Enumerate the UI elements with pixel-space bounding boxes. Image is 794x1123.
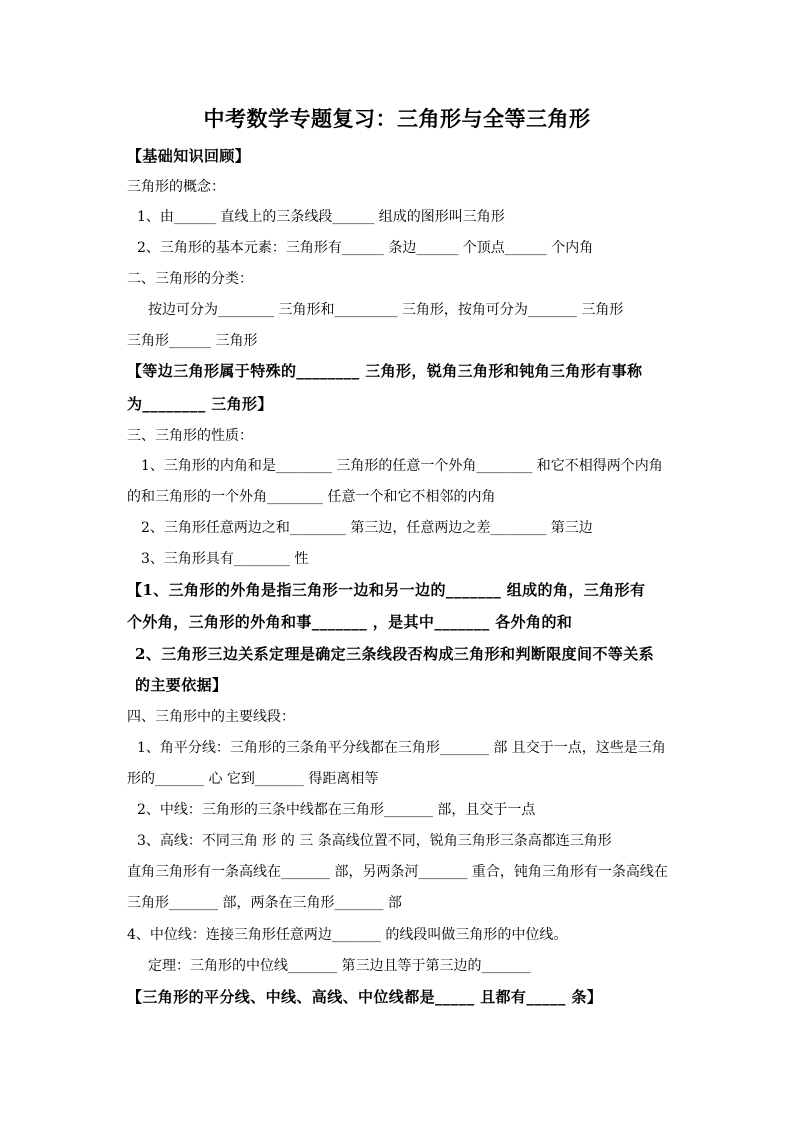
- text-line: 1、角平分线：三角形的三条角平分线都在三角形_______ 部 且交于一点，这些是三角: [137, 740, 666, 756]
- text-line: 4、中位线：连接三角形任意两边_______ 的线段叫做三角形的中位线。: [127, 927, 568, 943]
- text-line: 1、三角形的内角和是________ 三角形的任意一个外角________ 和它不相得两个内角: [141, 458, 663, 474]
- note-line: 【等边三角形属于特殊的________ 三角形，锐角三角形和钝角三角形有事称: [127, 362, 643, 380]
- note-line: 个外角，三角形的外角和事_______ ，是其中_______ 各外角的和: [127, 613, 573, 631]
- text-line: 3、高线：不同三角 形 的 三 条高线位置不同，锐角三角形三条高都连三角形: [137, 833, 612, 849]
- text-line: 2、中线：三角形的三条中线都在三角形_______ 部，且交于一点: [137, 802, 536, 818]
- text-line: 三角形______ 三角形: [127, 333, 258, 349]
- text-line: 1、由______ 直线上的三条线段______ 组成的图形叫三角形: [137, 209, 505, 225]
- text-line: 2、三角形的基本元素：三角形有______ 条边______ 个顶点______ 个内角: [137, 240, 594, 256]
- text-line: 定理：三角形的中位线_______ 第三边且等于第三边的_______: [148, 958, 531, 974]
- section-heading-basics: 【基础知识回顾】: [127, 147, 251, 165]
- text-line: 按边可分为________ 三角形和_________ 三角形，按角可分为_______ 三角形: [148, 302, 624, 318]
- text-line: 的和三角形的一个外角________ 任意一个和它不相邻的内角: [127, 489, 496, 505]
- page-title: 中考数学专题复习：三角形与全等三角形: [203, 106, 591, 131]
- note-line: 的主要依据】: [135, 676, 228, 694]
- text-line: 四、三角形中的主要线段：: [127, 709, 295, 725]
- text-line: 三、三角形的性质：: [127, 428, 253, 444]
- text-line: 2、三角形任意两边之和________ 第三边，任意两边之差________ 第三边: [141, 520, 593, 536]
- text-line: 形的_______ 心 它到_______ 得距离相等: [127, 771, 379, 787]
- text-line: 3、三角形具有________ 性: [141, 551, 309, 567]
- note-line: 2、三角形三边关系定理是确定三条线段否构成三角形和判断限度间不等关系: [135, 645, 655, 663]
- text-line: 直角三角形有一条高线在_______ 部，另两条河_______ 重合，钝角三角形有一条高线在: [127, 864, 668, 880]
- text-line: 三角形的概念：: [127, 179, 225, 195]
- note-line: 为________ 三角形】: [127, 395, 273, 413]
- note-line: 【三角形的平分线、中线、高线、中位线都是_____ 且都有_____ 条】: [127, 988, 603, 1006]
- text-line: 三角形_______ 部，两条在三角形_______ 部: [127, 895, 402, 911]
- text-line: 二、三角形的分类：: [127, 271, 253, 287]
- note-line: 【1、三角形的外角是指三角形一边和另一边的_______ 组成的角，三角形有: [127, 581, 646, 599]
